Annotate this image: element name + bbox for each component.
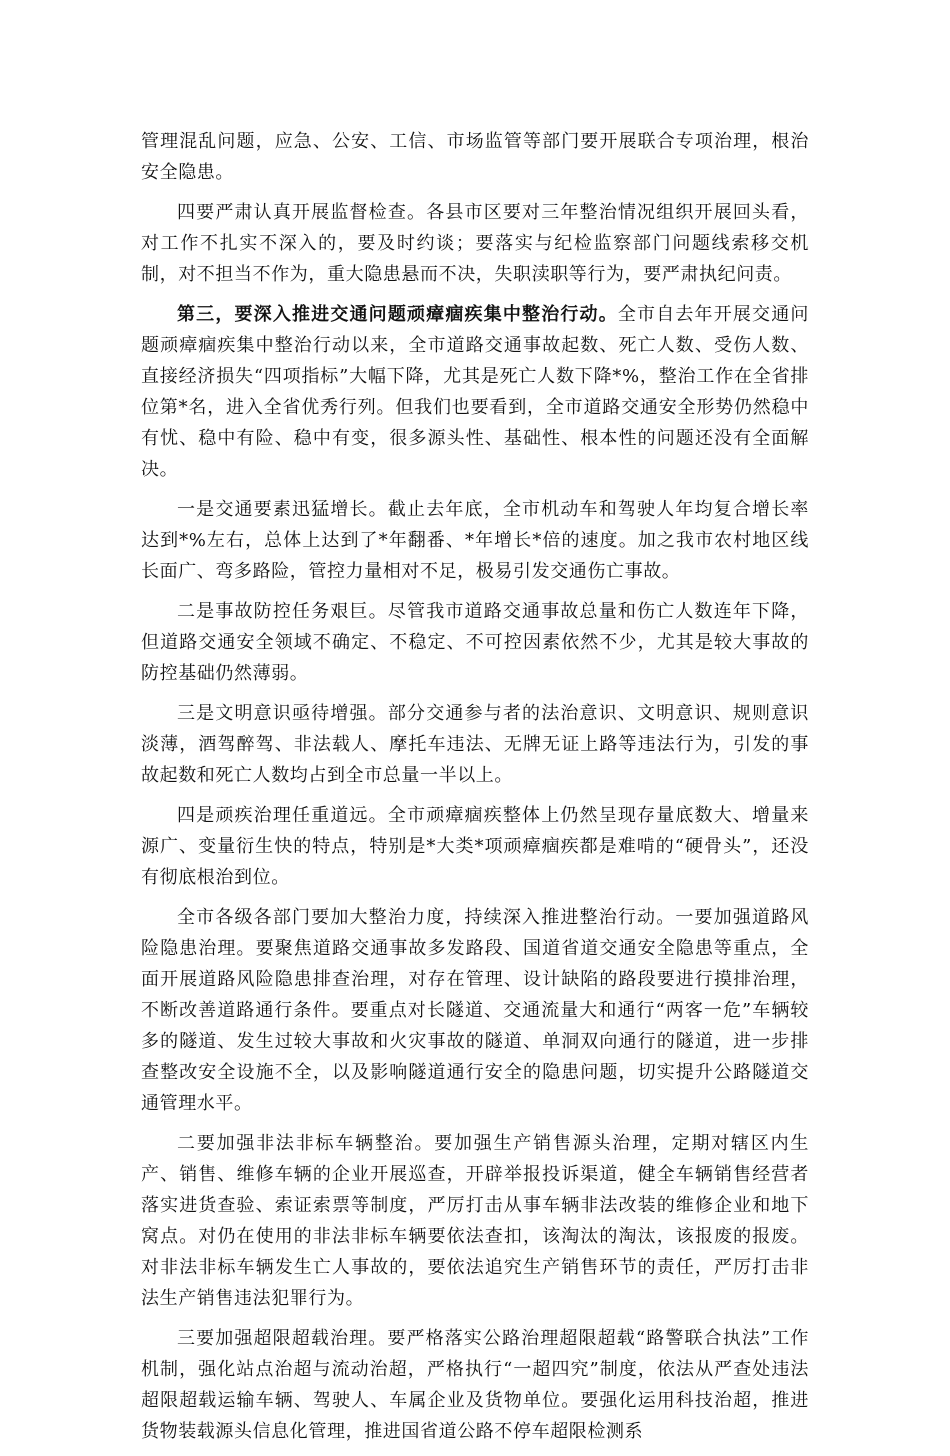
paragraph-text: 管理混乱问题，应急、公安、工信、市场监管等部门要开展联合专项治理，根治安全隐患。 [141,131,809,183]
paragraph-1 [141,126,809,188]
paragraph-2 [141,197,809,290]
section-heading: 第三，要深入推进交通问题顽瘴痼疾集中整治行动。 [177,304,618,325]
paragraph-text: 三要加强超限超载治理。要严格落实公路治理超限超载“路警联合执法”工作机制，强化站点治超与流动治超，严格执行“一超四究”制度，依法从严查处违法超限超载运输车辆、驾驶人、车属企业及货物单位。要强化运用科技治超，推进货物装载源头信息化管理，推进国省道公路不停车超限检测系 [141,1328,809,1442]
paragraph-8 [141,902,809,1119]
paragraph-text: 四是顽疾治理任重道远。全市顽瘴痼疾整体上仍然呈现存量底数大、增量来源广、变量衍生快的特点，特别是*大类*项顽瘴痼疾都是难啃的“硬骨头”，还没有彻底根治到位。 [141,805,809,888]
paragraph-10 [141,1323,809,1447]
paragraph-text: 二要加强非法非标车辆整治。要加强生产销售源头治理，定期对辖区内生产、销售、维修车辆的企业开展巡查，开辟举报投诉渠道，健全车辆销售经营者落实进货查验、索证索票等制度，严厉打击从事车辆非法改装的维修企业和地下窝点。对仍在使用的非法非标车辆要依法查扣，该淘汰的淘汰，该报废的报废。对非法非标车辆发生亡人事故的，要依法追究生产销售环节的责任，严厉打击非法生产销售违法犯罪行为。 [141,1133,809,1309]
paragraph-text: 四要严肃认真开展监督检查。各县市区要对三年整治情况组织开展回头看，对工作不扎实不深入的，要及时约谈；要落实与纪检监察部门问题线索移交机制，对不担当不作为，重大隐患悬而不决，失职渎职等行为，要严肃执纪问责。 [141,202,809,285]
paragraph-7 [141,800,809,893]
paragraph-3 [141,299,809,485]
paragraph-9 [141,1128,809,1314]
paragraph-text: 三是文明意识亟待增强。部分交通参与者的法治意识、文明意识、规则意识淡薄，酒驾醉驾、非法载人、摩托车违法、无牌无证上路等违法行为，引发的事故起数和死亡人数均占到全市总量一半以上。 [141,703,809,786]
document-page [141,126,809,1456]
paragraph-6 [141,698,809,791]
paragraph-text: 全市自去年开展交通问题顽瘴痼疾集中整治行动以来，全市道路交通事故起数、死亡人数、受伤人数、直接经济损失“四项指标”大幅下降，尤其是死亡人数下降*%，整治工作在全省排位第*名，进入全省优秀行列。但我们也要看到，全市道路交通安全形势仍然稳中有忧、稳中有险、稳中有变，很多源头性、基础性、根本性的问题还没有全面解决。 [141,304,809,480]
paragraph-text: 全市各级各部门要加大整治力度，持续深入推进整治行动。一要加强道路风险隐患治理。要聚焦道路交通事故多发路段、国道省道交通安全隐患等重点，全面开展道路风险隐患排查治理，对存在管理、设计缺陷的路段要进行摸排治理，不断改善道路通行条件。要重点对长隧道、交通流量大和通行“两客一危”车辆较多的隧道、发生过较大事故和火灾事故的隧道、单洞双向通行的隧道，进一步排查整改安全设施不全，以及影响隧道通行安全的隐患问题，切实提升公路隧道交通管理水平。 [141,907,809,1114]
paragraph-4 [141,494,809,587]
paragraph-text: 一是交通要素迅猛增长。截止去年底，全市机动车和驾驶人年均复合增长率达到*%左右，总体上达到了*年翻番、*年增长*倍的速度。加之我市农村地区线长面广、弯多路险，管控力量相对不足，极易引发交通伤亡事故。 [141,499,809,582]
paragraph-5 [141,596,809,689]
paragraph-text: 二是事故防控任务艰巨。尽管我市道路交通事故总量和伤亡人数连年下降，但道路交通安全领域不确定、不稳定、不可控因素依然不少，尤其是较大事故的防控基础仍然薄弱。 [141,601,809,684]
